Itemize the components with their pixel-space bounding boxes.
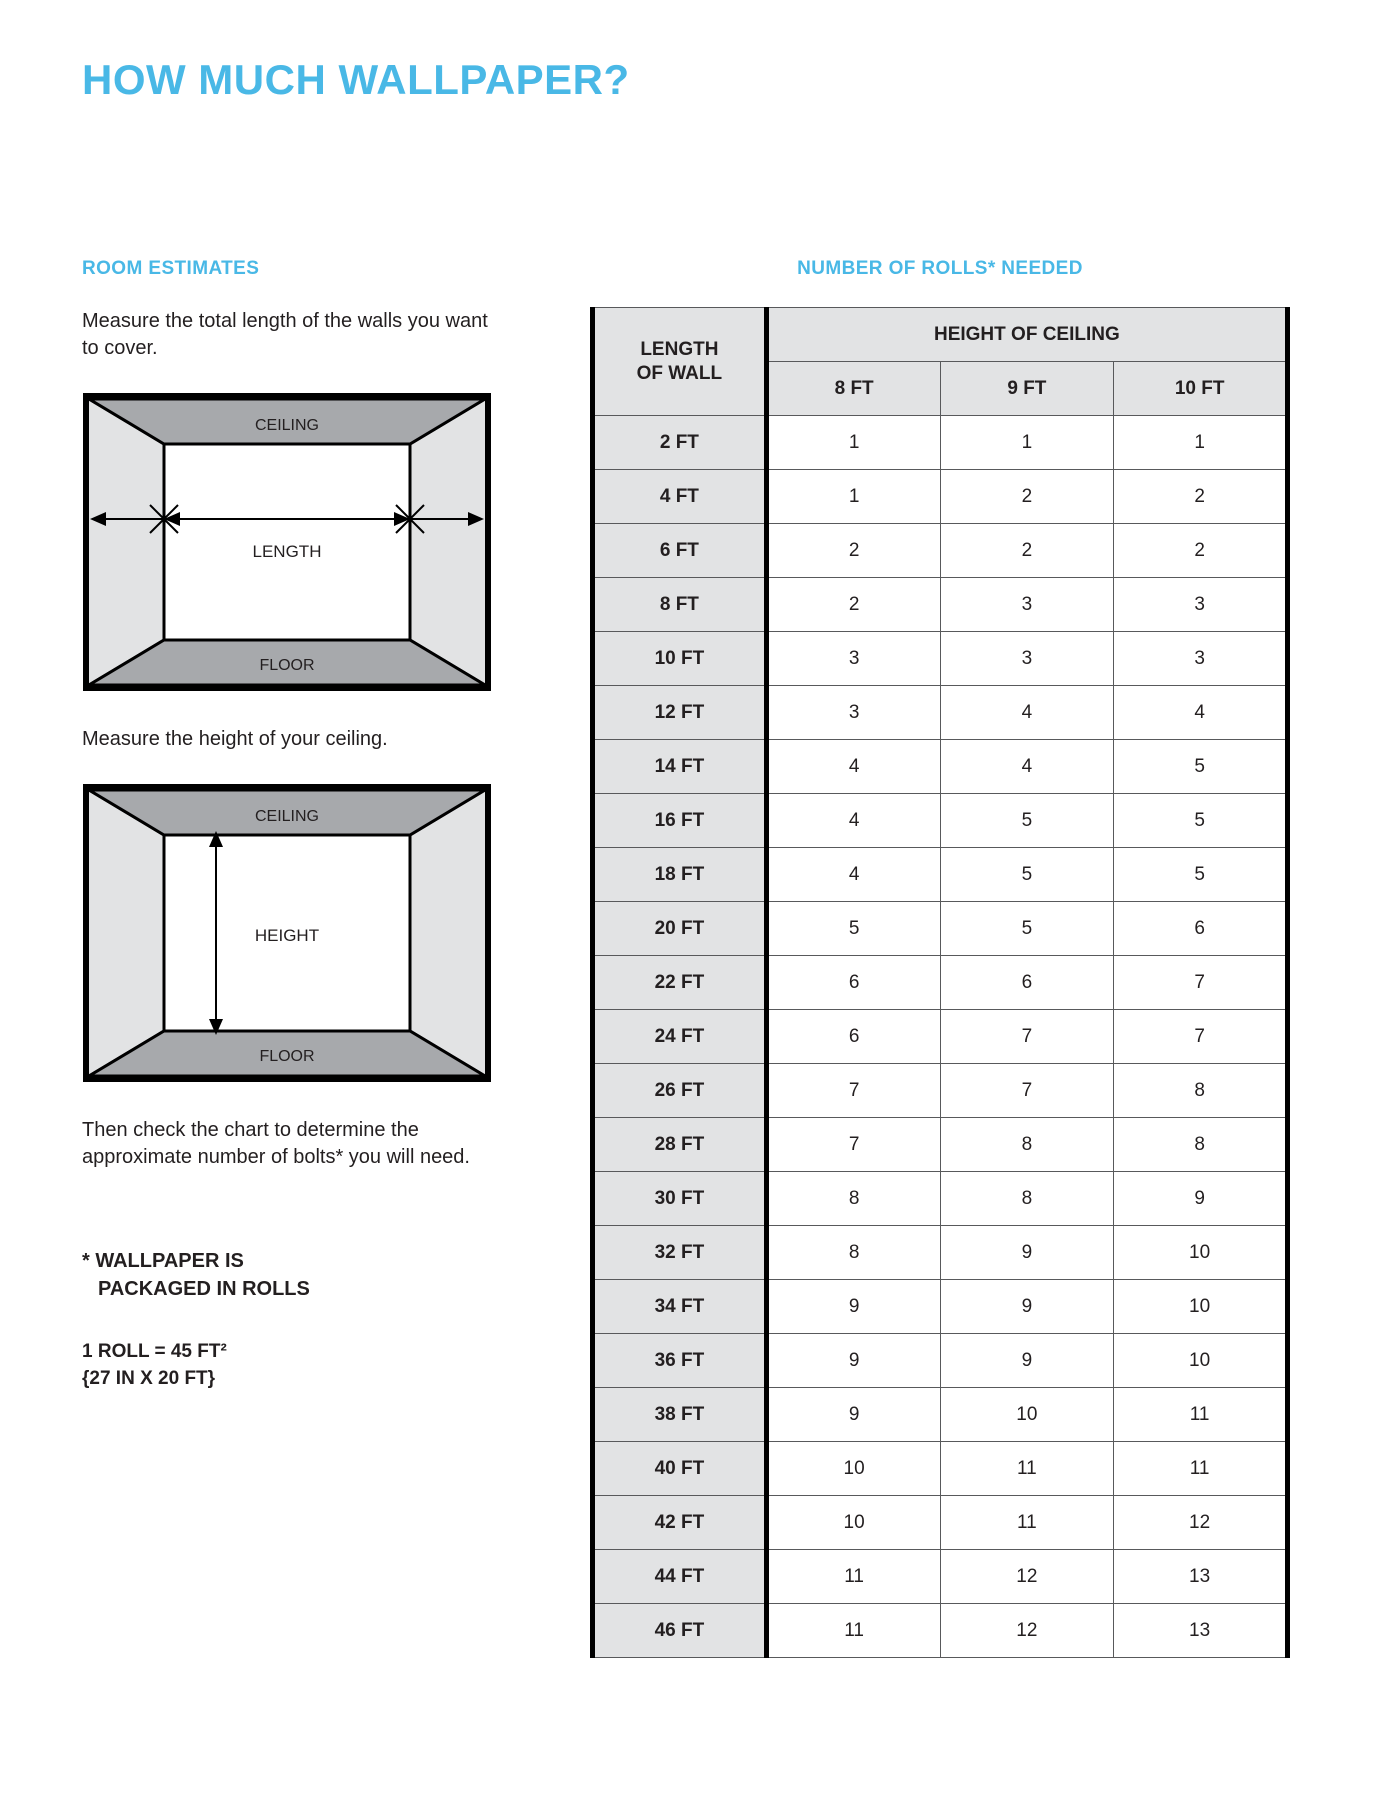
- cell-rolls-needed: 11: [1114, 1388, 1288, 1442]
- cell-rolls-needed: 9: [766, 1280, 940, 1334]
- cell-rolls-needed: 9: [1114, 1172, 1288, 1226]
- cell-rolls-needed: 3: [766, 632, 940, 686]
- row-header-length-of-wall: [593, 308, 767, 416]
- cell-rolls-needed: 7: [766, 1118, 940, 1172]
- cell-wall-length: 36 FT: [593, 1334, 767, 1388]
- cell-rolls-needed: 11: [766, 1604, 940, 1658]
- cell-rolls-needed: 9: [766, 1388, 940, 1442]
- cell-rolls-needed: 7: [1114, 1010, 1288, 1064]
- table-row: [593, 1172, 1288, 1226]
- cell-wall-length: 32 FT: [593, 1226, 767, 1280]
- cell-wall-length: 44 FT: [593, 1550, 767, 1604]
- footnote-line-1: * WALLPAPER IS: [82, 1250, 244, 1272]
- cell-rolls-needed: 5: [940, 848, 1114, 902]
- roll-size-note: [82, 1339, 502, 1392]
- cell-wall-length: 30 FT: [593, 1172, 767, 1226]
- cell-rolls-needed: 4: [940, 740, 1114, 794]
- cell-wall-length: 14 FT: [593, 740, 767, 794]
- cell-rolls-needed: 6: [940, 956, 1114, 1010]
- cell-rolls-needed: 9: [940, 1226, 1114, 1280]
- cell-rolls-needed: 2: [940, 470, 1114, 524]
- svg-text:LENGTH: LENGTH: [252, 542, 322, 561]
- table-row: [593, 632, 1288, 686]
- cell-wall-length: 26 FT: [593, 1064, 767, 1118]
- page-title: HOW MUCH WALLPAPER?: [82, 56, 630, 103]
- cell-wall-length: 4 FT: [593, 470, 767, 524]
- cell-rolls-needed: 5: [766, 902, 940, 956]
- cell-rolls-needed: 1: [1114, 416, 1288, 470]
- cell-wall-length: 34 FT: [593, 1280, 767, 1334]
- cell-wall-length: 12 FT: [593, 686, 767, 740]
- cell-rolls-needed: 11: [940, 1442, 1114, 1496]
- room-diagram-height: [82, 783, 492, 1083]
- table-row: [593, 902, 1288, 956]
- table-row: [593, 416, 1288, 470]
- cell-wall-length: 20 FT: [593, 902, 767, 956]
- cell-rolls-needed: 10: [766, 1496, 940, 1550]
- cell-rolls-needed: 5: [940, 902, 1114, 956]
- cell-wall-length: 42 FT: [593, 1496, 767, 1550]
- footnote-line-2: PACKAGED IN ROLLS: [98, 1278, 310, 1300]
- cell-rolls-needed: 10: [1114, 1226, 1288, 1280]
- table-row: [593, 794, 1288, 848]
- table-row: [593, 1118, 1288, 1172]
- cell-rolls-needed: 4: [766, 794, 940, 848]
- cell-rolls-needed: 10: [940, 1388, 1114, 1442]
- step-3-text: Then check the chart to determine the approximate number of bolts* you will need.: [82, 1119, 470, 1168]
- cell-rolls-needed: 3: [940, 632, 1114, 686]
- cell-rolls-needed: 12: [1114, 1496, 1288, 1550]
- svg-text:HEIGHT: HEIGHT: [254, 926, 320, 945]
- cell-wall-length: 2 FT: [593, 416, 767, 470]
- table-row: [593, 740, 1288, 794]
- cell-rolls-needed: 10: [766, 1442, 940, 1496]
- cell-rolls-needed: 8: [940, 1118, 1114, 1172]
- cell-rolls-needed: 7: [940, 1010, 1114, 1064]
- cell-rolls-needed: 8: [1114, 1118, 1288, 1172]
- cell-rolls-needed: 10: [1114, 1334, 1288, 1388]
- cell-rolls-needed: 6: [766, 956, 940, 1010]
- cell-rolls-needed: 4: [940, 686, 1114, 740]
- roll-size-line-1: 1 ROLL = 45 FT²: [82, 1341, 227, 1362]
- table-row: [593, 1334, 1288, 1388]
- row-header-line-1: LENGTH: [640, 338, 719, 360]
- table-row: [593, 1064, 1288, 1118]
- cell-rolls-needed: 10: [1114, 1280, 1288, 1334]
- cell-rolls-needed: 8: [1114, 1064, 1288, 1118]
- step-1-text: Measure the total length of the walls you want to cover.: [82, 310, 488, 359]
- cell-rolls-needed: 2: [1114, 470, 1288, 524]
- cell-rolls-needed: 6: [1114, 902, 1288, 956]
- cell-rolls-needed: 13: [1114, 1604, 1288, 1658]
- table-row: [593, 1496, 1288, 1550]
- footnote-wallpaper-packaging: [82, 1247, 502, 1303]
- cell-rolls-needed: 3: [1114, 632, 1288, 686]
- svg-text:CEILING: CEILING: [254, 808, 320, 825]
- row-header-line-2: OF WALL: [636, 362, 723, 384]
- svg-text:FLOOR: FLOOR: [259, 657, 315, 674]
- table-row: [593, 470, 1288, 524]
- svg-text:FLOOR: FLOOR: [259, 1048, 315, 1065]
- cell-rolls-needed: 8: [940, 1172, 1114, 1226]
- column-header-10-ft: 10 FT: [1114, 362, 1288, 416]
- svg-text:CEILING: CEILING: [254, 417, 320, 434]
- cell-rolls-needed: 2: [766, 524, 940, 578]
- table-row: [593, 848, 1288, 902]
- table-row: [593, 578, 1288, 632]
- table-row: [593, 686, 1288, 740]
- cell-rolls-needed: 4: [766, 740, 940, 794]
- cell-rolls-needed: 1: [766, 470, 940, 524]
- roll-size-line-2: {27 IN X 20 FT}: [82, 1367, 216, 1389]
- cell-rolls-needed: 4: [1114, 686, 1288, 740]
- cell-wall-length: 8 FT: [593, 578, 767, 632]
- cell-rolls-needed: 1: [766, 416, 940, 470]
- cell-wall-length: 40 FT: [593, 1442, 767, 1496]
- cell-rolls-needed: 2: [940, 524, 1114, 578]
- table-row: [593, 1604, 1288, 1658]
- cell-rolls-needed: 3: [940, 578, 1114, 632]
- cell-rolls-needed: 8: [766, 1226, 940, 1280]
- column-header-9-ft: 9 FT: [940, 362, 1114, 416]
- cell-rolls-needed: 5: [1114, 794, 1288, 848]
- cell-rolls-needed: 3: [1114, 578, 1288, 632]
- room-diagram-length: [82, 392, 492, 692]
- rolls-needed-table: [590, 307, 1290, 1658]
- column-group-header-height-of-ceiling: HEIGHT OF CEILING: [766, 308, 1287, 362]
- cell-wall-length: 18 FT: [593, 848, 767, 902]
- section-heading-room-estimates: ROOM ESTIMATES: [82, 258, 260, 279]
- cell-rolls-needed: 12: [940, 1550, 1114, 1604]
- cell-rolls-needed: 7: [940, 1064, 1114, 1118]
- table-row: [593, 1010, 1288, 1064]
- cell-rolls-needed: 1: [940, 416, 1114, 470]
- cell-rolls-needed: 12: [940, 1604, 1114, 1658]
- cell-rolls-needed: 2: [1114, 524, 1288, 578]
- cell-wall-length: 22 FT: [593, 956, 767, 1010]
- cell-wall-length: 28 FT: [593, 1118, 767, 1172]
- cell-wall-length: 6 FT: [593, 524, 767, 578]
- column-header-8-ft: 8 FT: [766, 362, 940, 416]
- cell-rolls-needed: 7: [766, 1064, 940, 1118]
- cell-rolls-needed: 9: [940, 1334, 1114, 1388]
- cell-rolls-needed: 8: [766, 1172, 940, 1226]
- cell-rolls-needed: 4: [766, 848, 940, 902]
- cell-rolls-needed: 13: [1114, 1550, 1288, 1604]
- cell-rolls-needed: 6: [766, 1010, 940, 1064]
- cell-rolls-needed: 11: [940, 1496, 1114, 1550]
- table-row: [593, 1226, 1288, 1280]
- cell-rolls-needed: 11: [1114, 1442, 1288, 1496]
- cell-rolls-needed: 11: [766, 1550, 940, 1604]
- rolls-table-column: [590, 258, 1290, 1658]
- room-estimates-column: [82, 258, 502, 1392]
- cell-wall-length: 10 FT: [593, 632, 767, 686]
- cell-wall-length: 46 FT: [593, 1604, 767, 1658]
- cell-rolls-needed: 9: [766, 1334, 940, 1388]
- table-row: [593, 524, 1288, 578]
- table-row: [593, 1388, 1288, 1442]
- cell-rolls-needed: 3: [766, 686, 940, 740]
- table-row: [593, 1550, 1288, 1604]
- cell-rolls-needed: 5: [940, 794, 1114, 848]
- cell-rolls-needed: 9: [940, 1280, 1114, 1334]
- table-row: [593, 1280, 1288, 1334]
- cell-wall-length: 38 FT: [593, 1388, 767, 1442]
- cell-wall-length: 24 FT: [593, 1010, 767, 1064]
- table-row: [593, 1442, 1288, 1496]
- table-heading: NUMBER OF ROLLS* NEEDED: [797, 258, 1083, 279]
- step-2-text: Measure the height of your ceiling.: [82, 728, 388, 750]
- cell-rolls-needed: 5: [1114, 848, 1288, 902]
- cell-rolls-needed: 7: [1114, 956, 1288, 1010]
- cell-wall-length: 16 FT: [593, 794, 767, 848]
- table-header-row-group: [593, 308, 1288, 362]
- cell-rolls-needed: 5: [1114, 740, 1288, 794]
- cell-rolls-needed: 2: [766, 578, 940, 632]
- table-row: [593, 956, 1288, 1010]
